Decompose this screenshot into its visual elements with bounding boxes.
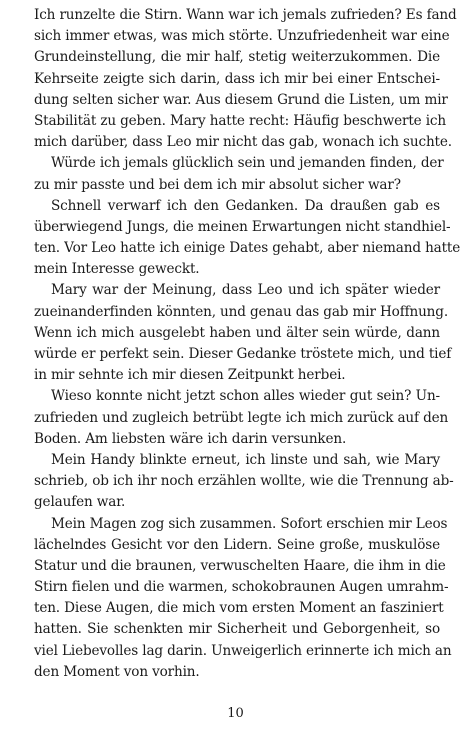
text-line: Wenn ich mich ausgelebt haben und älter sein würde, dann <box>34 324 440 341</box>
text-line: Statur und die braunen, verwuschelten Haare, die ihm in die <box>34 557 446 574</box>
page-number: 10 <box>227 706 244 721</box>
text-line: Würde ich jemals glücklich sein und jemanden finden, der <box>51 155 444 172</box>
paragraph <box>34 5 457 153</box>
paragraph <box>34 280 452 386</box>
text-line: Mein Handy blinkte erneut, ich linste und sah, wie Mary <box>51 451 440 468</box>
text-line: sich immer etwas, was mich störte. Unzufriedenheit war eine <box>34 28 450 45</box>
text-line: lächelndes Gesicht vor den Lidern. Seine große, muskulöse <box>34 536 440 553</box>
text-line: ten. Vor Leo hatte ich einige Dates gehabt, aber niemand hatte <box>34 240 461 257</box>
text-line: Kehrseite zeigte sich darin, dass ich mir bei einer Entschei- <box>34 70 440 87</box>
text-line: würde er perfekt sein. Dieser Gedanke tröstete mich, und tief <box>34 346 452 362</box>
text-line: Ich runzelte die Stirn. Wann war ich jemals zufrieden? Es fand <box>34 7 457 23</box>
text-line: ten. Diese Augen, die mich vom ersten Moment an fasziniert <box>34 600 444 617</box>
text-line: Wieso konnte nicht jetzt schon alles wieder gut sein? Un- <box>51 388 440 405</box>
text-line: in mir sehnte ich mir diesen Zeitpunkt herbei. <box>34 367 346 384</box>
paragraph <box>34 450 454 514</box>
text-line: zu mir passte und bei dem ich mir absolut sicher war? <box>34 176 401 193</box>
paragraph <box>34 153 444 195</box>
text-line: schrieb, ob ich ihr noch erzählen wollte, wie die Trennung ab- <box>34 473 454 490</box>
text-line: Schnell verwarf ich den Gedanken. Da draußen gab es <box>51 197 440 214</box>
text-line: dung selten sicher war. Aus diesem Grund die Listen, um mir <box>34 91 448 108</box>
paragraph <box>34 386 449 450</box>
text-line: gelaufen war. <box>34 494 126 511</box>
text-line: zufrieden und zugleich betrübt legte ich mich zurück auf den <box>34 409 449 426</box>
text-line: den Moment von vorhin. <box>34 663 200 680</box>
text-line: Boden. Am liebsten wäre ich darin versunken. <box>34 430 347 447</box>
body-text <box>34 5 461 683</box>
text-line: Grundeinstellung, die mir half, stetig weiterzukommen. Die <box>34 49 440 66</box>
paragraph <box>34 196 461 281</box>
paragraph <box>34 514 452 684</box>
text-line: Stirn fielen und die warmen, schokobraunen Augen umrahm- <box>34 579 449 596</box>
text-line: Stabilität zu geben. Mary hatte recht: Häufig beschwerte ich <box>34 112 446 129</box>
text-line: mein Interesse geweckt. <box>34 261 200 278</box>
text-line: viel Liebevolles lag darin. Unweigerlich erinnerte ich mich an <box>34 642 452 659</box>
text-line: Mary war der Meinung, dass Leo und ich später wieder <box>51 282 440 299</box>
text-line: hatten. Sie schenkten mir Sicherheit und Geborgenheit, so <box>34 621 440 638</box>
text-line: zueinanderfinden könnten, und genau das gab mir Hoffnung. <box>34 303 449 320</box>
text-line: Mein Magen zog sich zusammen. Sofort erschien mir Leos <box>51 515 448 532</box>
text-line: überwiegend Jungs, die meinen Erwartungen nicht standhiel- <box>34 218 451 235</box>
text-line: mich darüber, dass Leo mir nicht das gab, wonach ich suchte. <box>34 134 452 151</box>
